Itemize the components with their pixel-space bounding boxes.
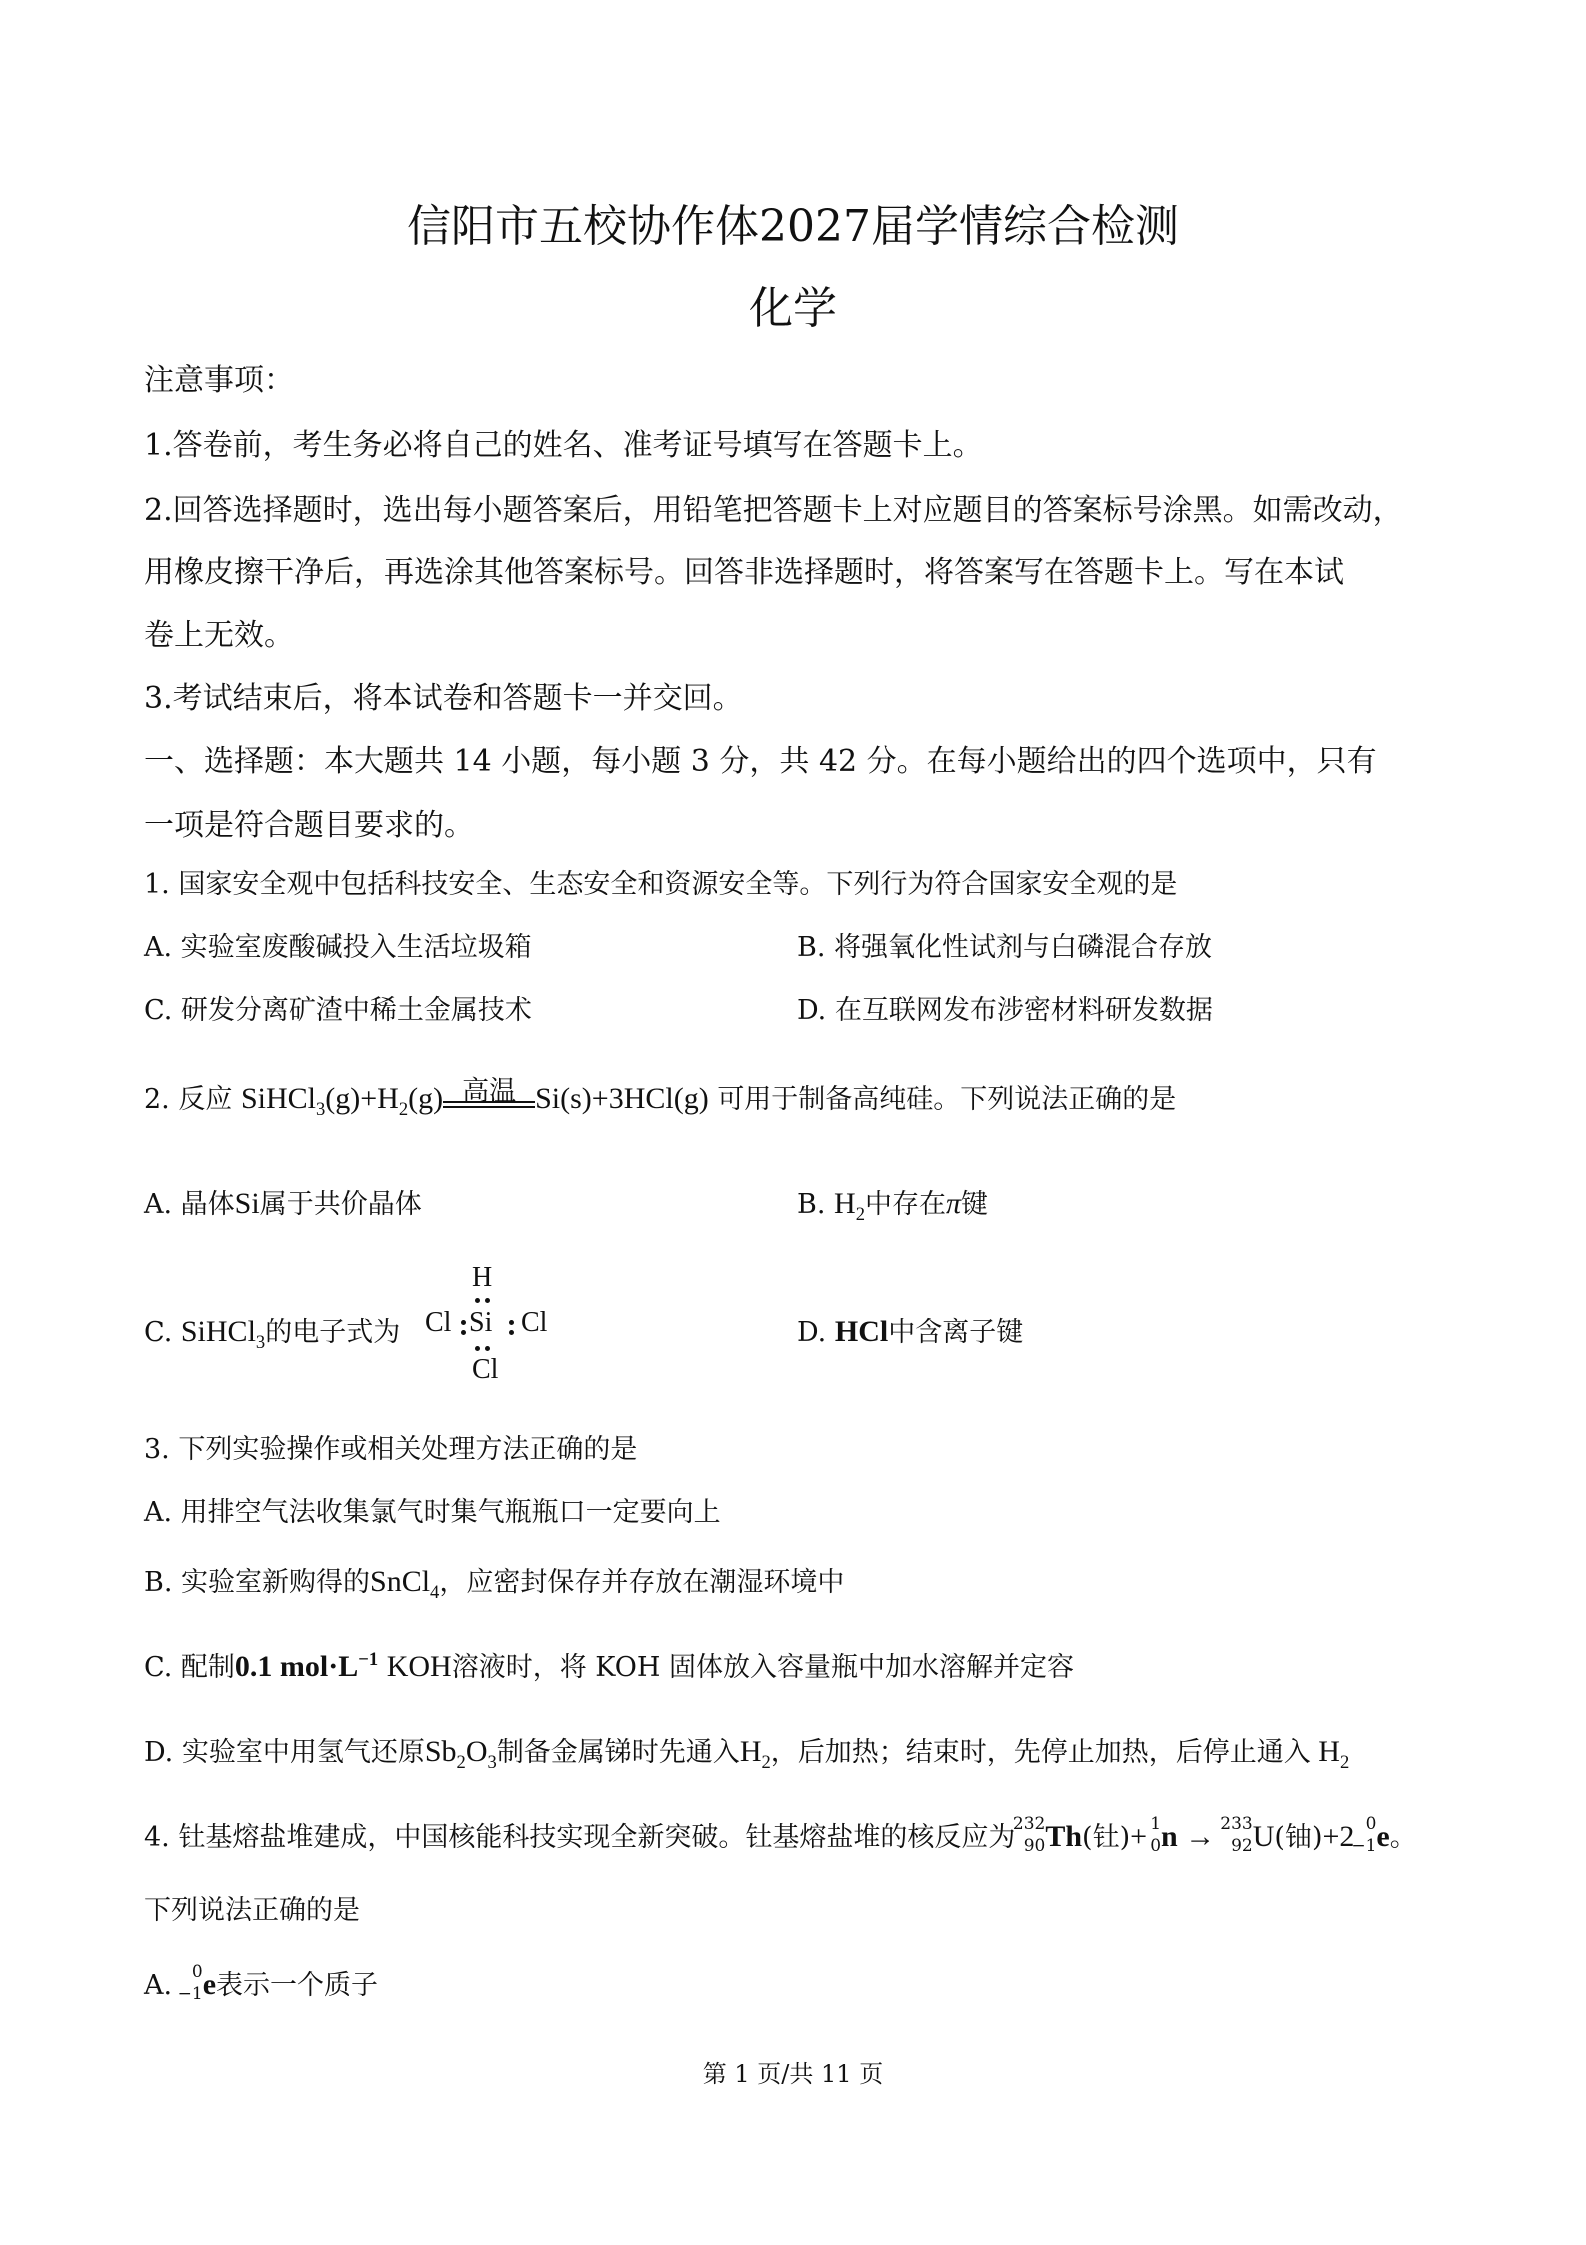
- section-heading-line2: 一项是符合题目要求的。: [144, 808, 474, 843]
- q4-option-a: A. 0 −1 e表示一个质子: [144, 1962, 379, 2004]
- notice-item-2-line3: 卷上无效。: [144, 618, 294, 653]
- q1-option-b: B. 将强氧化性试剂与白磷混合存放: [797, 932, 1213, 963]
- exam-title: 信阳市五校协作体2027届学情综合检测: [407, 201, 1179, 252]
- q1-option-d: D. 在互联网发布涉密材料研发数据: [797, 995, 1213, 1026]
- q2-option-a: A. 晶体Si属于共价晶体: [144, 1187, 422, 1220]
- page-footer: 第 1 页/共 11 页: [702, 2060, 884, 2088]
- notice-item-1: 1.答卷前，考生务必将自己的姓名、准考证号填写在答题卡上。: [144, 428, 983, 463]
- section-heading-line1: 一、选择题：本大题共 14 小题，每小题 3 分，共 42 分。在每小题给出的四个选项中，只有: [144, 744, 1377, 779]
- q3-option-b: B. 实验室新购得的SnCl$_4$，应密封保存并存放在潮湿环境中: [144, 1565, 845, 1603]
- q1-stem: 1. 国家安全观中包括科技安全、生态安全和资源安全等。下列行为符合国家安全观的是: [144, 869, 1178, 900]
- q3-stem: 3. 下列实验操作或相关处理方法正确的是: [144, 1434, 638, 1465]
- q3-option-a: A. 用排空气法收集氯气时集气瓶瓶口一定要向上: [144, 1497, 721, 1528]
- q2-stem: [144, 1077, 1176, 1121]
- subject-title: 化学: [749, 283, 837, 334]
- notice-item-2-line2: 用橡皮擦干净后，再选涂其他答案标号。回答非选择题时，将答案写在答题卡上。写在本试: [144, 555, 1344, 590]
- notice-heading: 注意事项：: [144, 363, 294, 398]
- q1-option-a: A. 实验室废酸碱投入生活垃圾箱: [144, 932, 532, 963]
- notice-item-3: 3.考试结束后，将本试卷和答题卡一并交回。: [144, 681, 743, 716]
- reaction-condition: 高温: [443, 1099, 535, 1108]
- q1-option-c: C. 研发分离矿渣中稀土金属技术: [144, 995, 532, 1026]
- q2-option-c: C. SiHCl$_3$的电子式为: [144, 1315, 401, 1353]
- q3-option-d: D. 实验室中用氢气还原$Sb_2O_3$制备金属锑时先通入$H_2$，后加热；结束时，先停止加热，后停止通入 $H_2$: [144, 1735, 1350, 1773]
- q2-prefix: 2. 反应: [144, 1084, 233, 1115]
- notice-item-2-line1: 2.回答选择题时，选出每小题答案后，用铅笔把答题卡上对应题目的答案标号涂黑。如需改动，: [144, 493, 1403, 528]
- q2-option-d: D. HCl中含离子键: [797, 1315, 1024, 1348]
- q4-stem-line2: 下列说法正确的是: [144, 1895, 360, 1926]
- q3-option-c: C. 配制0.1 $mol\cdot L^{-1}$ KOH溶液时，将 KOH 固体放入容量瓶中加水溶解并定容: [144, 1649, 1075, 1683]
- lewis-structure-sihcl3: H Cl Si Cl Cl: [425, 1262, 548, 1385]
- q2-equation: $SiHCl_3(g)+H_2(g)$ 高温 Si(s)+3HCl(g): [240, 1076, 709, 1120]
- q4-stem: 4. 钍基熔盐堆建成，中国核能科技实现全新突破。钍基熔盐堆的核反应为 232 90 Th(钍)+ 1 0 n → 233 92 U(铀)+2 0 −1 e。: [144, 1814, 1417, 1856]
- q2-option-b: B. $H_2$中存在π键: [797, 1187, 989, 1225]
- q2-suffix: 可用于制备高纯硅。下列说法正确的是: [717, 1084, 1177, 1115]
